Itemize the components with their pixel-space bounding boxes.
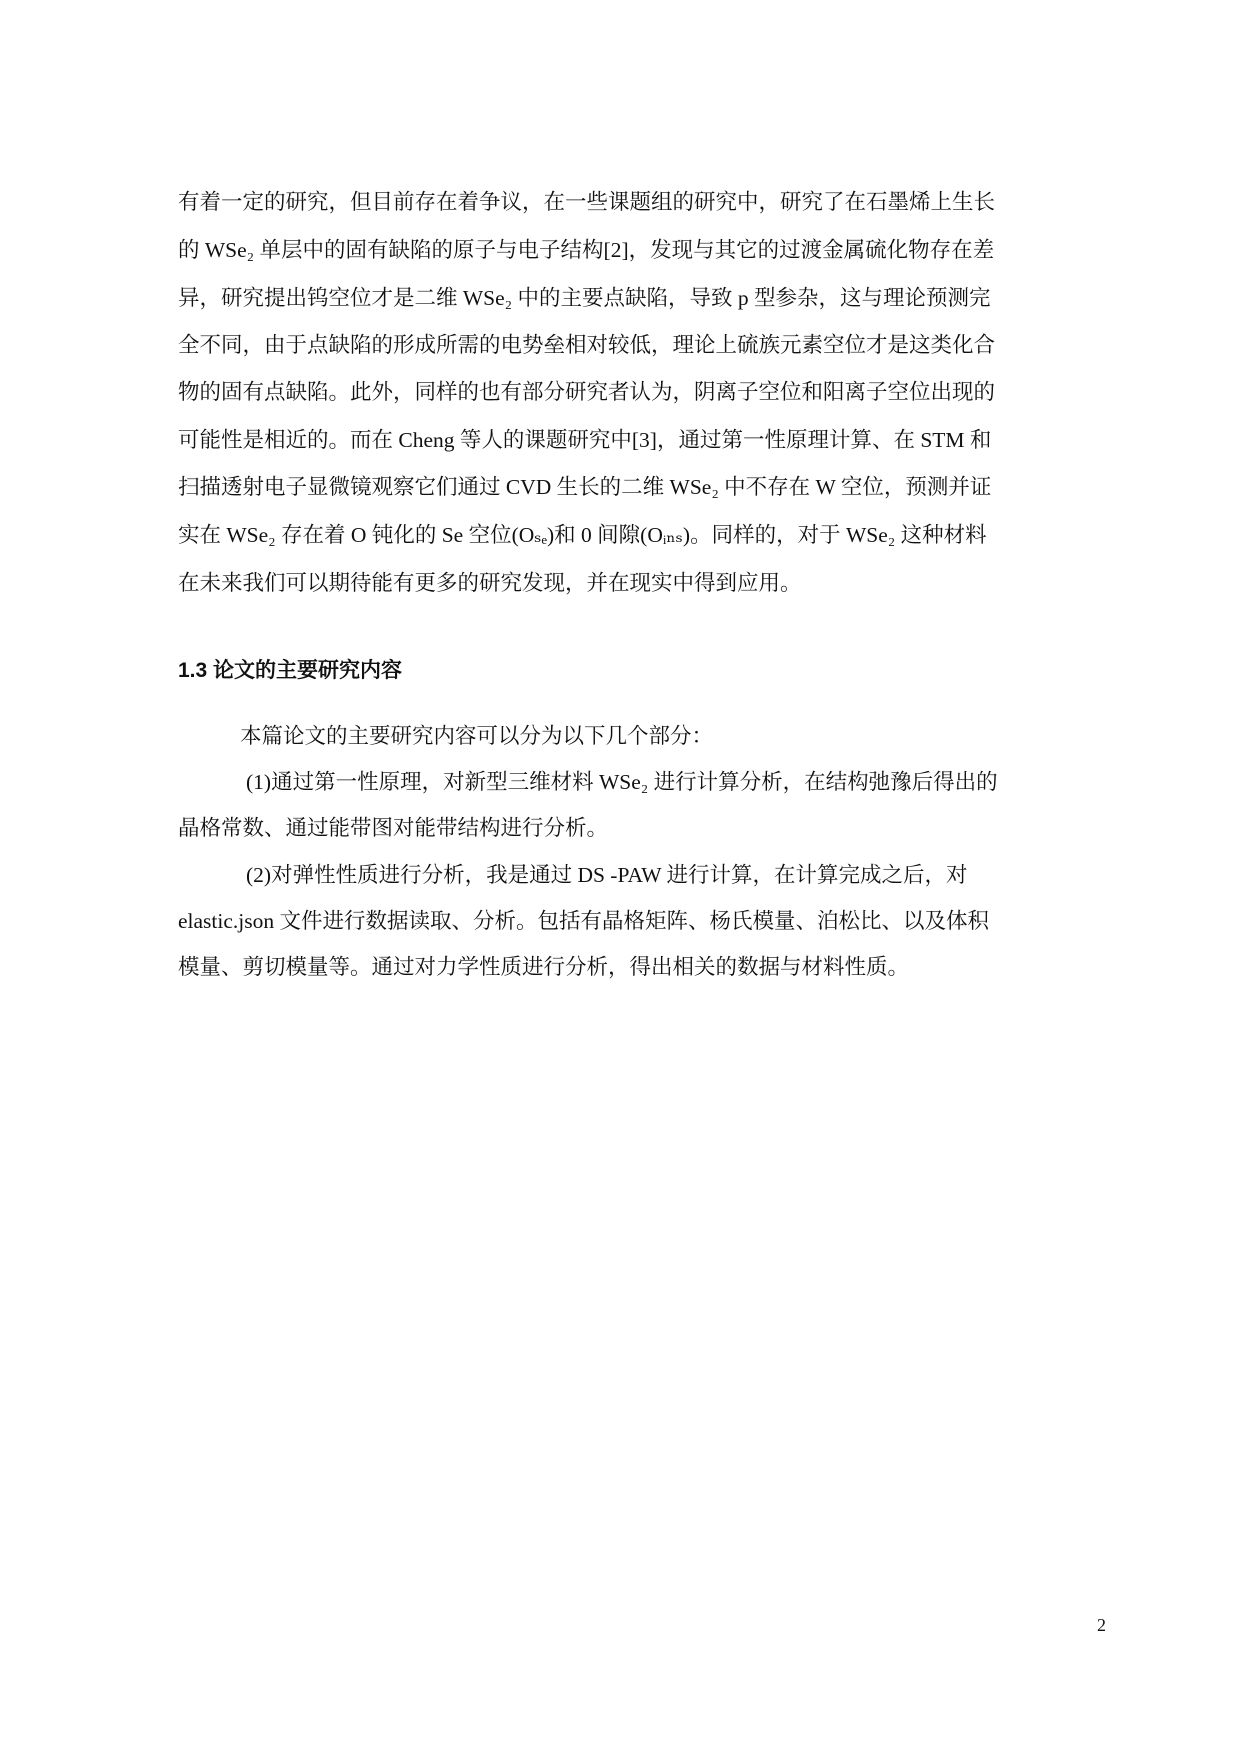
text-line (178, 377, 1112, 407)
line-text: 扫描透射电子显微镜观察它们通过 CVD 生长的二维 WSe₂ 中不存在 W 空位，预测并证 (178, 475, 992, 499)
line-text: elastic.json 文件进行数据读取、分析。包括有晶格矩阵、杨氏模量、泊松比、以及体积 (178, 909, 990, 933)
line-text: 可能性是相近的。而在 Cheng 等人的课题研究中[3]，通过第一性原理计算、在 STM 和 (178, 428, 992, 452)
text-line (178, 330, 1112, 360)
line-text: 晶格常数、通过能带图对能带结构进行分析。 (178, 816, 609, 840)
line-text: (1)通过第一性原理，对新型三维材料 WSe₂ 进行计算分析，在结构弛豫后得出的 (246, 770, 998, 794)
text-line (178, 906, 1112, 936)
line-text: 实在 WSe₂ 存在着 O 钝化的 Se 空位(Oₛₑ)和 0 间隙(Oᵢₙₛ)。同样的，对于 WSe₂ 这种材料 (178, 523, 987, 547)
text-line (178, 235, 1112, 265)
line-text: 异，研究提出钨空位才是二维 WSe₂ 中的主要点缺陷，导致 p 型参杂，这与理论预测完 (178, 286, 991, 310)
line-text: (2)对弹性性质进行分析，我是通过 DS -PAW 进行计算，在计算完成之后，对 (246, 863, 968, 887)
text-line (178, 813, 1112, 843)
section-heading: 1.3 论文的主要研究内容 (178, 659, 403, 682)
text-line (246, 767, 1112, 797)
text-line (178, 283, 1112, 313)
page-number: 2 (1097, 1615, 1106, 1635)
line-text: 全不同，由于点缺陷的形成所需的电势垒相对较低，理论上硫族元素空位才是这类化合 (178, 333, 996, 357)
text-line (178, 472, 1112, 502)
line-text: 在未来我们可以期待能有更多的研究发现，并在现实中得到应用。 (178, 571, 802, 595)
text-line (178, 425, 1112, 455)
text-line (178, 568, 1112, 598)
text-line (178, 952, 1112, 982)
text-line (178, 520, 1112, 550)
text-line (178, 187, 1112, 217)
line-text: 的 WSe₂ 单层中的固有缺陷的原子与电子结构[2]，发现与其它的过渡金属硫化物存在差 (178, 238, 995, 262)
line-text: 本篇论文的主要研究内容可以分为以下几个部分： (240, 724, 714, 748)
line-text: 模量、剪切模量等。通过对力学性质进行分析，得出相关的数据与材料性质。 (178, 955, 910, 979)
line-text: 有着一定的研究，但目前存在着争议，在一些课题组的研究中，研究了在石墨烯上生长 (178, 190, 996, 214)
text-line (178, 721, 1112, 751)
line-text: 物的固有点缺陷。此外，同样的也有部分研究者认为，阴离子空位和阳离子空位出现的 (178, 380, 996, 404)
text-line (246, 860, 1112, 890)
